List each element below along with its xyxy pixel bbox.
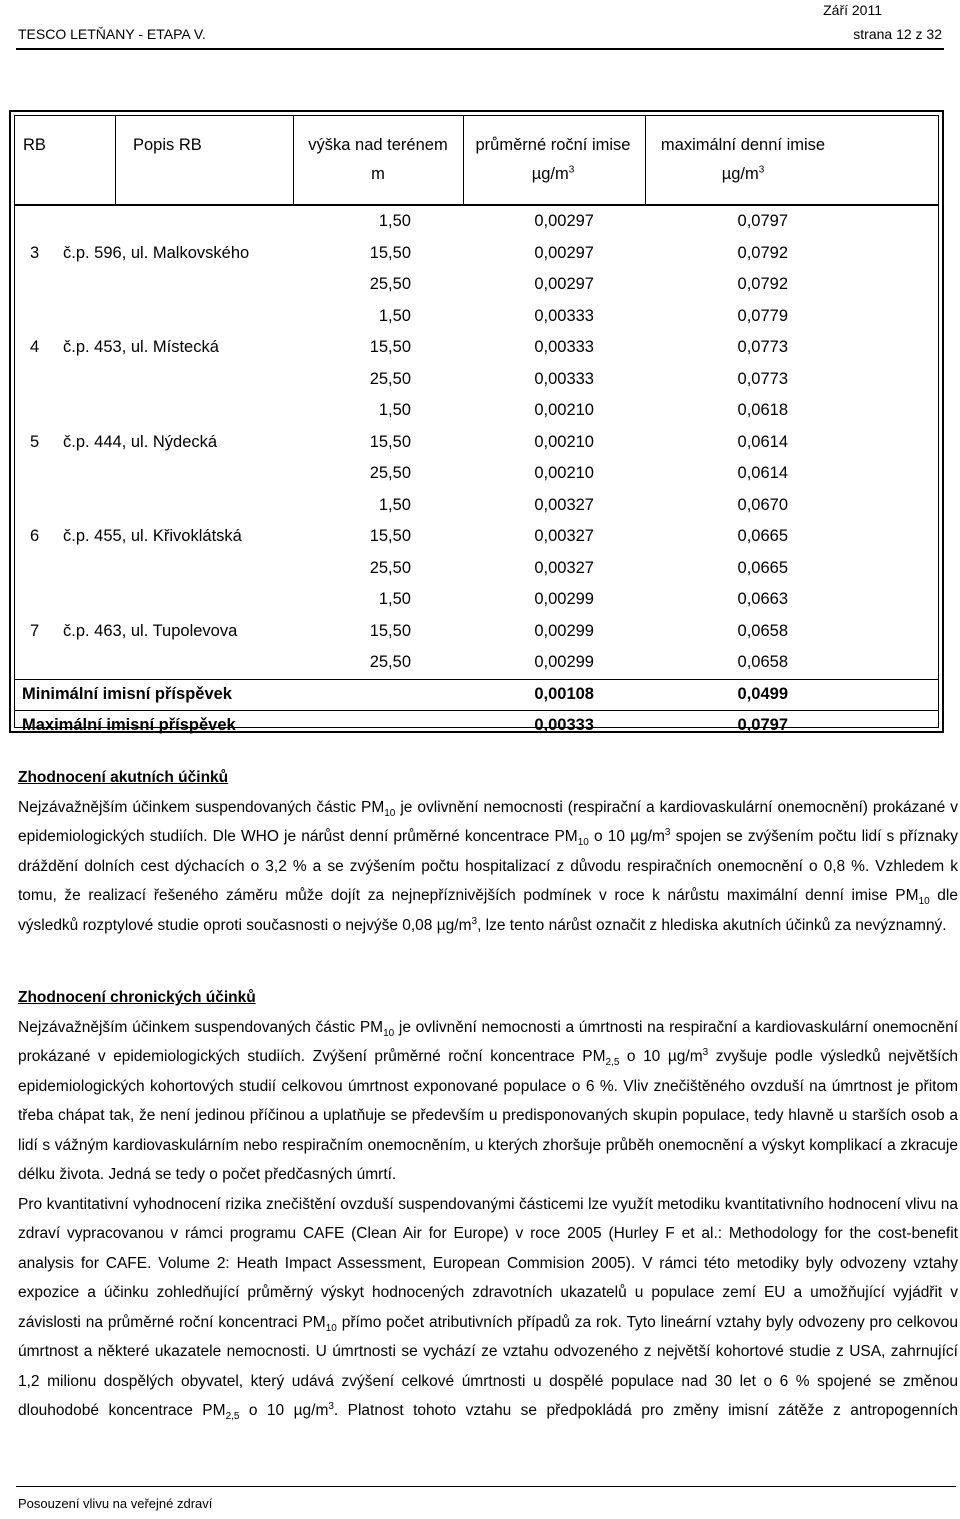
max-immission-cell: 0,0792 [737, 275, 788, 293]
col-header-desc: Popis RB [133, 136, 202, 154]
receptor-description: č.p. 463, ul. Tupolevova [63, 621, 238, 640]
page-number: strana 12 z 32 [853, 26, 942, 42]
avg-immission-cell: 0,00333 [534, 306, 594, 325]
max-immission-cell: 0,0665 [737, 527, 788, 545]
receptor-id: 7 [30, 621, 40, 640]
avg-immission-cell: 0,00297 [534, 275, 594, 293]
max-immission-cell: 0,0658 [737, 653, 788, 671]
height-cell: 25,50 [369, 369, 411, 388]
receptor-id: 3 [30, 243, 40, 262]
table-header [15, 116, 938, 206]
footer-text: Posouzení vlivu na veřejné zdraví [18, 1496, 213, 1511]
receptor-description: č.p. 444, ul. Nýdecká [63, 432, 218, 451]
height-cell: 15,50 [369, 243, 411, 262]
avg-immission-cell: 0,00333 [534, 338, 594, 356]
summary-avg: 0,00108 [534, 684, 594, 703]
summary-label: Maximální imisní příspěvek [22, 716, 236, 734]
receptor-id: 5 [30, 432, 40, 451]
receptor-id: 6 [30, 527, 40, 545]
height-cell: 15,50 [369, 432, 411, 451]
summary-row [15, 679, 938, 710]
receptor-description: č.p. 455, ul. Křivoklátská [63, 527, 242, 545]
summary-max: 0,0499 [737, 684, 788, 703]
col-divider [293, 116, 294, 204]
col-divider [115, 116, 116, 204]
height-cell: 15,50 [369, 338, 411, 356]
avg-immission-cell: 0,00210 [534, 401, 594, 419]
height-cell: 1,50 [378, 401, 411, 419]
avg-immission-cell: 0,00297 [534, 243, 594, 262]
header-rule [16, 48, 944, 50]
max-immission-cell: 0,0792 [737, 243, 788, 262]
avg-immission-cell: 0,00333 [534, 369, 594, 388]
receptor-id: 4 [30, 338, 40, 356]
avg-immission-cell: 0,00210 [534, 432, 594, 451]
height-cell: 25,50 [369, 653, 411, 671]
max-immission-cell: 0,0658 [737, 621, 788, 640]
max-immission-cell: 0,0665 [737, 558, 788, 577]
table-row [15, 364, 938, 396]
avg-immission-cell: 0,00299 [534, 653, 594, 671]
col-header-max: maximální denní imise $\mu g/m^3$ [660, 136, 826, 183]
col-header-rb: RB [23, 136, 46, 154]
summary-max: 0,0797 [737, 716, 788, 734]
max-immission-cell: 0,0663 [737, 590, 788, 608]
acute-heading: Zhodnocení akutních účinků [18, 769, 229, 786]
height-cell: 15,50 [369, 527, 411, 545]
avg-immission-cell: 0,00327 [534, 527, 594, 545]
max-immission-cell: 0,0773 [737, 338, 788, 356]
receptor-description: č.p. 596, ul. Malkovského [63, 243, 250, 262]
table-row [15, 458, 938, 490]
table-row [15, 395, 938, 427]
height-cell: 1,50 [378, 590, 411, 608]
max-immission-cell: 0,0614 [737, 432, 788, 451]
acute-effects-section [18, 763, 958, 940]
max-immission-cell: 0,0618 [737, 401, 788, 419]
col-divider [463, 116, 464, 204]
table-row [15, 269, 938, 301]
max-immission-cell: 0,0614 [737, 464, 788, 482]
header-date: Září 2011 [823, 2, 882, 18]
chronic-paragraph-1: Nejzávažnějším účinkem suspendovaných částic $PM_{10}$ je ovlivnění nemocnosti a úmrtnosti na respirační a kardiovaskulární onemocnění prokázané v epidemiologických studiích. Zvýšení průměrné roční koncentrace $PM_{2,5}$ o 10 $\mu g/m^3$ zvyšuje podle výsledků největších epidemiologických kohortových studií celkovou úmrtnost exponované populace o 6 %. Vliv znečištěného ovzduší na úmrtnost je přitom třeba chápat tak, že není jedinou příčinou a uplatňuje se především u predisponovaných skupin populace, tedy hlavně u starších osob a lidí s vážným kardiovaskulárním nebo respiračním onemocněním, u kterých zhoršuje průběh onemocnění a výskyt komplikací a zkracuje délku života. Jedná se tedy o počet předčasných úmrtí. [18, 1018, 959, 1183]
footer-rule [16, 1486, 956, 1487]
avg-immission-cell: 0,00327 [534, 558, 594, 577]
chronic-heading: Zhodnocení chronických účinků [18, 989, 256, 1006]
col-header-avg: průměrné roční imise $\mu g/m^3$ [475, 136, 631, 183]
max-immission-cell: 0,0797 [737, 212, 788, 230]
table-row [15, 553, 938, 585]
max-immission-cell: 0,0773 [737, 369, 788, 388]
immission-table [9, 110, 944, 733]
height-cell: 1,50 [378, 495, 411, 514]
table-row [15, 490, 938, 522]
avg-immission-cell: 0,00327 [534, 495, 594, 514]
max-immission-cell: 0,0779 [737, 306, 788, 325]
col-header-height: výška nad terénem m [308, 136, 448, 183]
height-cell: 1,50 [378, 306, 411, 325]
height-cell: 25,50 [369, 275, 411, 293]
avg-immission-cell: 0,00210 [534, 464, 594, 482]
summary-label: Minimální imisní příspěvek [22, 684, 232, 703]
table-row [15, 206, 938, 238]
col-divider [645, 116, 646, 204]
avg-immission-cell: 0,00297 [534, 212, 594, 230]
avg-immission-cell: 0,00299 [534, 590, 594, 608]
immission-table-inner [14, 115, 939, 734]
summary-avg: 0,00333 [534, 716, 594, 734]
summary-row [15, 710, 938, 741]
height-cell: 1,50 [378, 212, 411, 230]
max-immission-cell: 0,0670 [737, 495, 788, 514]
height-cell: 25,50 [369, 464, 411, 482]
chronic-paragraph-2: Pro kvantitativní vyhodnocení rizika znečištění ovzduší suspendovanými částicemi lze využít metodiku kvantitativního hodnocení vlivu na zdraví vypracovanou v rámci programu CAFE (Clean Air for Europe) v roce 2005 (Hurley F et al.: Methodology for the cost-benefit analysis for CAFE. Volume 2: Heath Impact Assessment, European Commision 2005). V rámci této metodiky byly odvozeny vztahy expozice a účinku zohledňující průměrný výskyt hodnocených zdravotních ukazatelů u populace zemí EU a umožňující vyjádřit v závislosti na průměrné roční koncentraci $PM_{10}$ přímo počet atributivních případů za rok. Tyto lineární vztahy byly odvozeny pro celkovou úmrtnost a některé ukazatele nemocnosti. U úmrtnosti se vychází ze vztahu odvozeného z největší kohortové studie z USA, zahrnující 1,2 milionu dospělých obyvatel, který udává zvýšení celkové úmrtnosti u dospělé populace nad 30 let o 6 % spojené se změnou dlouhodobé koncentrace $PM_{2,5}$ o 10 $\mu g/m^3$. Platnost tohoto vztahu se předpokládá pro změny imisní zátěže z antropogenních [18, 1195, 958, 1423]
receptor-description: č.p. 453, ul. Místecká [63, 338, 219, 356]
table-row [15, 647, 938, 679]
height-cell: 15,50 [369, 621, 411, 640]
height-cell: 25,50 [369, 558, 411, 577]
table-row [15, 584, 938, 616]
acute-paragraph: Nejzávažnějším účinkem suspendovaných částic $PM_{10}$ je ovlivnění nemocnosti (respirační a kardiovaskulární onemocnění) prokázané v epidemiologických studiích. Dle WHO je nárůst denní průměrné koncentrace $PM_{10}$ o 10 $\mu g/m^3$ spojen se zvýšením počtu lidí s příznaky dráždění dolních cest dýchacích o 3,2 % a se zvýšením počtu hospitalizací z důvodu respiračních onemocnění o 0,8 %. Vzhledem k tomu, že realizací řešeného záměru může dojít za nejnepříznivějších podmínek v roce k nárůstu maximální denní imise $PM_{10}$ dle výsledků rozptylové studie oproti současnosti o nejvýše 0,08 $\mu g/m^3$, lze tento nárůst označit z hlediska akutních účinků za nevýznamný. [18, 798, 959, 934]
document-title: TESCO LETŇANY - ETAPA V. [18, 26, 206, 42]
avg-immission-cell: 0,00299 [534, 621, 594, 640]
chronic-effects-section [18, 983, 958, 1426]
table-row [15, 301, 938, 333]
